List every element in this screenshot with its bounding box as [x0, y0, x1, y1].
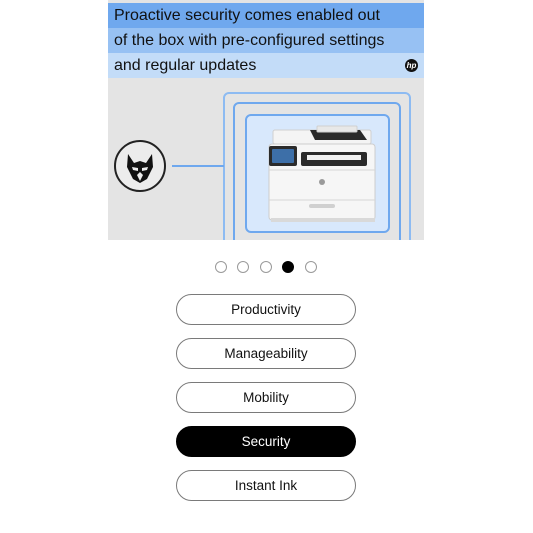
tab-mobility[interactable]: Mobility: [176, 382, 356, 413]
carousel-dot-1[interactable]: [215, 261, 227, 273]
wolf-security-icon: [114, 140, 166, 192]
tab-instant-ink[interactable]: Instant Ink: [176, 470, 356, 501]
tab-manageability[interactable]: Manageability: [176, 338, 356, 369]
tab-security[interactable]: Security: [176, 426, 356, 457]
printer-image: [255, 122, 381, 226]
caption-line-3: [108, 53, 424, 78]
carousel-dot-4[interactable]: [282, 261, 294, 273]
caption-line-2: of the box with pre-configured settings: [108, 28, 424, 53]
caption-line-3-text: and regular updates: [114, 57, 257, 74]
caption-line-1: Proactive security comes enabled out: [108, 3, 424, 28]
hp-logo-icon: hp: [406, 61, 417, 70]
connector-line: [172, 165, 224, 167]
carousel-dot-5[interactable]: [305, 261, 317, 273]
tab-productivity[interactable]: Productivity: [176, 294, 356, 325]
carousel-dot-2[interactable]: [237, 261, 249, 273]
carousel-indicators: [215, 260, 319, 274]
security-hero-image: [108, 0, 424, 240]
carousel-dot-3[interactable]: [260, 261, 272, 273]
